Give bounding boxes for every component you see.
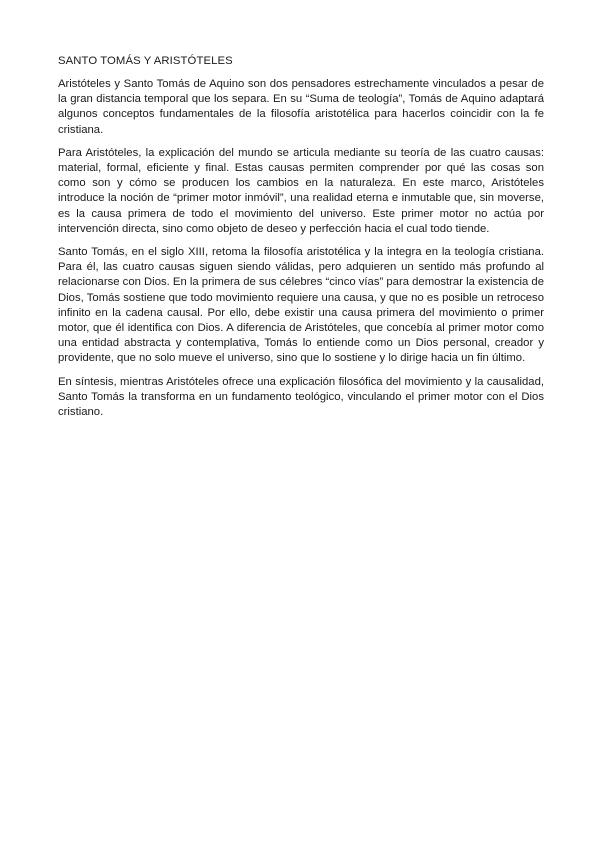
paragraph-synthesis: En síntesis, mientras Aristóteles ofrece una explicación filosófica del movimiento y la causalidad, Santo Tomás la transforma en un fundamento teológico, vinculando el primer motor con el Dios cristiano. [58, 375, 544, 419]
paragraph-aquinas: Santo Tomás, en el siglo XIII, retoma la filosofía aristotélica y la integra en la teología cristiana. Para él, las cuatro causas siguen siendo válidas, pero adquieren un sentido más profundo al relacionarse con Dios. En la primera de sus célebres “cinco vías” para demostrar la existencia de Dios, Tomás sostiene que todo movimiento requiere una causa, y que no es posible un retroceso infinito en la cadena causal. Por ello, debe existir una causa primera del movimiento o primer motor, que él identifica con Dios. A diferencia de Aristóteles, que concebía al primer motor como una entidad abstracta y contemplativa, Tomás lo entiende como un Dios personal, creador y providente, que no solo mueve el universo, sino que lo sostiene y lo dirige hacia un fin último. [58, 246, 544, 365]
paragraph-aristotle: Para Aristóteles, la explicación del mundo se articula mediante su teoría de las cuatro causas: material, formal, eficiente y final. Estas causas permiten comprender por qué las cosas son como son y cómo se producen los cambios en la naturaleza. En este marco, Aristóteles introduce la noción de “primer motor inmóvil”, una realidad eterna e inmutable que, sin moverse, es la causa primera de todo el movimiento del universo. Este primer motor no actúa por intervención directa, sino como objeto de deseo y perfección hacia el cual todo tiende. [58, 146, 544, 235]
paragraph-intro: Aristóteles y Santo Tomás de Aquino son dos pensadores estrechamente vinculados a pesar de la gran distancia temporal que los separa. En su “Suma de teología”, Tomás de Aquino adaptará algunos conceptos fundamentales de la filosofía aristotélica para hacerlos coincidir con la fe cristiana. [58, 78, 544, 136]
page-title: SANTO TOMÁS Y ARISTÓTELES [58, 55, 233, 67]
document-page [58, 54, 544, 428]
